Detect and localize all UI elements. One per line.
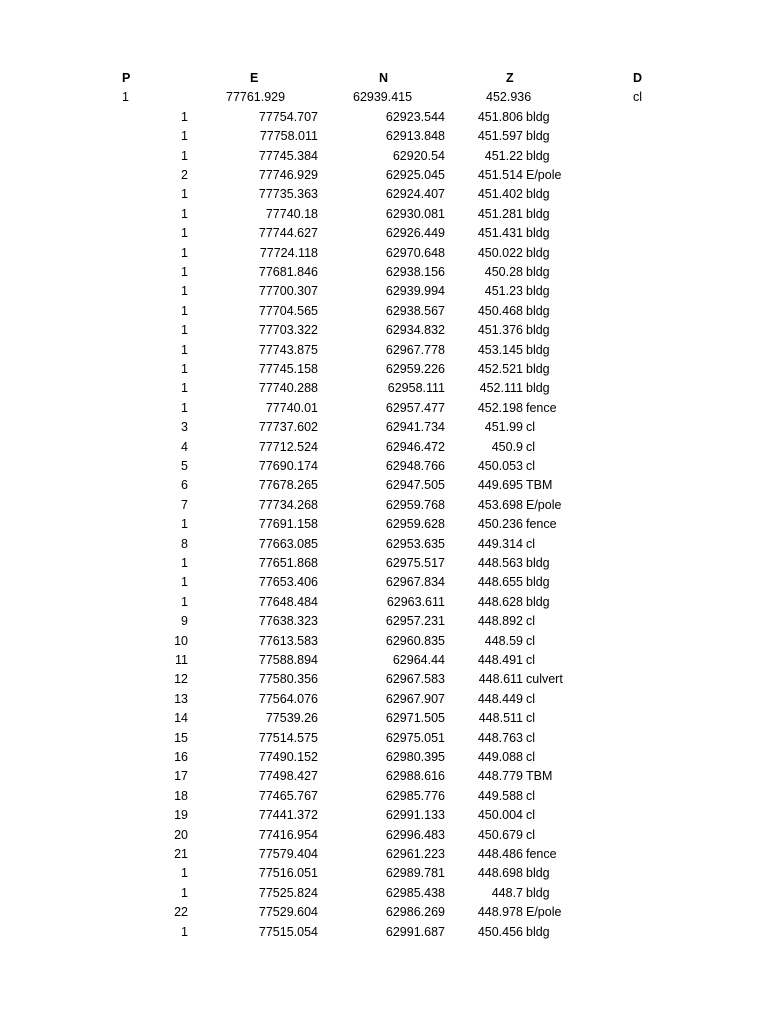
cell-z: 448.978 (477, 905, 523, 920)
cell-z: 448.655 (477, 575, 523, 590)
cell-z: 448.763 (477, 730, 523, 745)
cell-e: 77490.152 (258, 750, 318, 764)
cell-e: 77564.076 (258, 691, 318, 706)
cell-n: 62913.848 (385, 129, 445, 144)
cell-p: 1 (181, 381, 188, 396)
cell-e: 77663.085 (258, 536, 318, 551)
cell-p: 12 (174, 672, 188, 687)
header-e: E (250, 71, 259, 85)
cell-p: 22 (174, 905, 188, 920)
cell-z: 448.563 (477, 556, 523, 570)
cell-p: 1 (181, 148, 188, 163)
cell-d: E/pole (526, 168, 562, 182)
cell-d: cl (526, 691, 536, 706)
table-row (0, 884, 768, 903)
cell-d: cl (526, 750, 536, 764)
cell-d: cl (526, 439, 536, 454)
cell-d: bldg (526, 206, 550, 221)
cell-n: 62957.231 (385, 614, 445, 629)
cell-n: 62948.766 (385, 459, 445, 473)
cell-d: E/pole (526, 905, 562, 920)
cell-p: 7 (181, 497, 188, 512)
cell-z: 451.431 (477, 226, 523, 241)
table-row (0, 108, 768, 127)
cell-n: 62989.781 (385, 866, 445, 881)
cell-e: 77744.627 (258, 226, 318, 241)
cell-n: 62947.505 (385, 478, 445, 493)
cell-n: 62988.616 (385, 769, 445, 784)
cell-p: 8 (181, 536, 188, 551)
cell-d: bldg (526, 381, 550, 396)
cell-z: 451.806 (477, 109, 523, 124)
cell-z: 451.597 (477, 129, 523, 144)
first-data-row (0, 88, 768, 107)
cell-p: 1 (181, 885, 188, 900)
cell-n: 62925.045 (385, 168, 445, 182)
cell-e: 77465.767 (258, 788, 318, 803)
table-row (0, 864, 768, 883)
cell-p: 1 (181, 187, 188, 202)
cell-e: 77737.602 (258, 420, 318, 435)
cell-e: 77740.288 (258, 381, 318, 396)
cell-p: 1 (181, 323, 188, 338)
cell-n: 62963.611 (386, 594, 445, 609)
cell-d: bldg (526, 187, 550, 202)
cell-d: bldg (526, 109, 550, 124)
cell-p: 3 (181, 420, 188, 435)
cell-p: 16 (174, 750, 188, 764)
cell-p: 15 (174, 730, 188, 745)
cell-z: 451.22 (484, 148, 523, 163)
cell-z: 448.7 (491, 885, 523, 900)
cell-p: 1 (181, 556, 188, 570)
table-row (0, 806, 768, 825)
cell-p: 10 (174, 633, 188, 648)
cell-d: cl (526, 653, 536, 667)
table-row (0, 282, 768, 301)
cell-e: 77416.954 (258, 827, 318, 842)
cell-e: 77754.707 (258, 109, 318, 124)
cell-e: 77580.356 (258, 672, 318, 687)
table-row (0, 224, 768, 243)
cell-n: 62938.156 (385, 265, 445, 279)
cell-p: 1 (181, 924, 188, 939)
cell-p: 17 (174, 769, 188, 784)
cell-n: 62991.133 (385, 808, 445, 823)
cell-z: 450.456 (477, 924, 523, 939)
table-row (0, 418, 768, 437)
cell-n: 62967.583 (385, 672, 445, 687)
cell-p: 1 (181, 109, 188, 124)
cell-p: 1 (181, 342, 188, 357)
table-row (0, 127, 768, 146)
cell-e: 77588.894 (258, 653, 318, 667)
cell-n: 62926.449 (385, 226, 445, 241)
cell-z: 448.449 (477, 691, 523, 706)
cell-e: 77525.824 (258, 885, 318, 900)
table-row (0, 670, 768, 689)
table-row (0, 399, 768, 418)
table-row (0, 767, 768, 786)
cell-d: bldg (526, 924, 550, 939)
cell-p: 18 (174, 788, 188, 803)
cell-z: 453.145 (477, 342, 523, 357)
cell-z: 450.022 (477, 245, 523, 260)
table-row (0, 632, 768, 651)
cell-p: 1 (181, 866, 188, 881)
cell-z: 450.468 (477, 303, 523, 318)
cell-n: 62967.834 (385, 575, 445, 590)
cell-n: 62946.472 (385, 439, 445, 454)
table-row (0, 379, 768, 398)
cell-d: E/pole (526, 497, 562, 512)
cell-d: bldg (526, 245, 550, 260)
cell-d: bldg (526, 866, 550, 881)
cell-e: 77515.054 (258, 924, 318, 939)
cell-z: 451.99 (484, 420, 523, 435)
cell-n: 62996.483 (385, 827, 445, 842)
cell-e: 77724.118 (259, 245, 318, 260)
cell-e: 77758.011 (259, 129, 318, 144)
cell-z: 448.491 (477, 653, 523, 667)
cell-p: 1 (181, 226, 188, 241)
cell-z: 451.23 (484, 284, 523, 299)
cell-e: 77745.158 (258, 362, 318, 376)
cell-z: 449.088 (477, 750, 523, 764)
cell-p: 13 (174, 691, 188, 706)
table-row (0, 826, 768, 845)
cell-n: 62939.994 (385, 284, 445, 299)
cell-d: bldg (526, 575, 550, 590)
table-row (0, 302, 768, 321)
cell-p: 1 (181, 575, 188, 590)
cell-z: 448.511 (478, 711, 523, 726)
cell-z: 449.588 (477, 788, 523, 803)
cell-n: 62991.687 (385, 924, 445, 939)
cell-d: bldg (526, 556, 550, 570)
cell-d: culvert (526, 672, 563, 687)
cell-e: 77700.307 (258, 284, 318, 299)
table-row (0, 709, 768, 728)
cell-e: 77740.01 (265, 400, 318, 415)
cell-e: 77734.268 (258, 497, 318, 512)
cell-p: 1 (181, 303, 188, 318)
cell-e: 77441.372 (258, 808, 318, 823)
cell-p: 1 (122, 90, 129, 105)
cell-d: fence (526, 517, 557, 532)
cell-e: 77712.524 (258, 439, 318, 454)
cell-z: 451.281 (477, 206, 523, 221)
table-row (0, 535, 768, 554)
cell-z: 450.053 (477, 459, 523, 473)
cell-e: 77529.604 (258, 905, 318, 920)
cell-d: bldg (526, 362, 550, 376)
cell-p: 9 (181, 614, 188, 629)
table-row (0, 244, 768, 263)
cell-p: 6 (181, 478, 188, 493)
cell-z: 452.198 (477, 400, 523, 415)
cell-d: bldg (526, 342, 550, 357)
cell-z: 450.236 (477, 517, 523, 532)
table-row (0, 341, 768, 360)
cell-z: 450.679 (477, 827, 523, 842)
cell-e: 77613.583 (258, 633, 318, 648)
cell-n: 62920.54 (392, 148, 445, 163)
cell-n: 62975.517 (385, 556, 445, 570)
cell-e: 77740.18 (265, 206, 318, 221)
table-row (0, 729, 768, 748)
cell-n: 62957.477 (385, 400, 445, 415)
cell-n: 62959.628 (385, 517, 445, 532)
cell-p: 4 (181, 439, 188, 454)
cell-p: 1 (181, 284, 188, 299)
cell-z: 450.004 (477, 808, 523, 823)
cell-z: 452.111 (479, 381, 523, 396)
cell-e: 77743.875 (258, 342, 318, 357)
cell-p: 1 (181, 265, 188, 279)
cell-e: 77681.846 (258, 265, 318, 279)
cell-n: 62938.567 (385, 303, 445, 318)
cell-d: cl (526, 633, 536, 648)
cell-d: bldg (526, 323, 550, 338)
cell-e: 77514.575 (258, 730, 318, 745)
cell-d: cl (526, 827, 536, 842)
cell-n: 62980.395 (385, 750, 445, 764)
cell-d: bldg (526, 226, 550, 241)
cell-n: 62953.635 (385, 536, 445, 551)
cell-n: 62970.648 (385, 245, 445, 260)
cell-d: bldg (526, 284, 550, 299)
cell-n: 62923.544 (385, 109, 445, 124)
table-row (0, 205, 768, 224)
table-row (0, 593, 768, 612)
cell-e: 77703.322 (258, 323, 318, 338)
table-row (0, 438, 768, 457)
cell-e: 77745.384 (258, 148, 318, 163)
table-row (0, 321, 768, 340)
header-row (0, 69, 768, 88)
table-row (0, 496, 768, 515)
cell-z: 451.402 (477, 187, 523, 202)
cell-z: 448.59 (484, 633, 523, 648)
table-row (0, 903, 768, 922)
cell-e: 77704.565 (258, 303, 318, 318)
cell-n: 62934.832 (385, 323, 445, 338)
cell-z: 452.936 (486, 90, 532, 105)
cell-d: bldg (526, 265, 550, 279)
cell-d: cl (526, 536, 536, 551)
cell-z: 451.376 (477, 323, 523, 338)
header-n: N (379, 71, 389, 85)
table-row (0, 147, 768, 166)
table-row (0, 457, 768, 476)
cell-p: 1 (181, 517, 188, 532)
cell-n: 62985.438 (385, 885, 445, 900)
cell-e: 77735.363 (258, 187, 318, 202)
header-p: P (122, 71, 131, 85)
cell-e: 77761.929 (226, 90, 286, 105)
table-row (0, 690, 768, 709)
header-d: D (633, 71, 643, 85)
cell-p: 19 (174, 808, 188, 823)
cell-e: 77690.174 (258, 459, 318, 473)
cell-z: 448.611 (478, 672, 523, 687)
cell-z: 453.698 (477, 497, 523, 512)
cell-p: 14 (174, 711, 188, 726)
table-row (0, 185, 768, 204)
cell-d: TBM (526, 478, 553, 493)
cell-p: 1 (181, 400, 188, 415)
cell-e: 77678.265 (258, 478, 318, 493)
table-row (0, 651, 768, 670)
cell-d: cl (633, 90, 643, 105)
cell-p: 11 (175, 653, 188, 667)
cell-z: 448.486 (477, 847, 523, 861)
cell-e: 77746.929 (258, 168, 318, 182)
table-row (0, 923, 768, 942)
cell-d: cl (526, 808, 536, 823)
cell-n: 62967.907 (385, 691, 445, 706)
cell-z: 448.698 (477, 866, 523, 881)
header-z: Z (506, 71, 514, 85)
cell-z: 450.9 (491, 439, 523, 454)
cell-n: 62961.223 (385, 847, 445, 861)
cell-z: 448.779 (477, 769, 523, 784)
table-row (0, 787, 768, 806)
cell-z: 450.28 (484, 265, 523, 279)
table-row (0, 360, 768, 379)
cell-p: 1 (181, 362, 188, 376)
cell-n: 62958.111 (387, 381, 445, 396)
cell-d: cl (526, 788, 536, 803)
cell-p: 5 (181, 459, 188, 473)
cell-e: 77498.427 (258, 769, 318, 784)
cell-d: bldg (526, 303, 550, 318)
cell-p: 20 (174, 827, 188, 842)
cell-e: 77539.26 (265, 711, 318, 726)
cell-e: 77691.158 (258, 517, 318, 532)
table-row (0, 748, 768, 767)
cell-n: 62975.051 (385, 730, 445, 745)
cell-d: bldg (526, 885, 550, 900)
cell-e: 77638.323 (258, 614, 318, 629)
cell-d: cl (526, 711, 536, 726)
cell-d: cl (526, 459, 536, 473)
cell-d: cl (526, 614, 536, 629)
cell-p: 1 (181, 245, 188, 260)
cell-d: fence (526, 400, 557, 415)
cell-n: 62924.407 (385, 187, 445, 202)
cell-p: 2 (181, 168, 188, 182)
table-row (0, 476, 768, 495)
cell-n: 62941.734 (385, 420, 445, 435)
cell-n: 62964.44 (392, 653, 445, 667)
cell-z: 449.314 (477, 536, 523, 551)
cell-z: 448.628 (477, 594, 523, 609)
cell-n: 62959.768 (385, 497, 445, 512)
cell-z: 451.514 (477, 168, 523, 182)
cell-e: 77516.051 (258, 866, 318, 881)
cell-n: 62971.505 (385, 711, 445, 726)
table-row (0, 845, 768, 864)
cell-p: 1 (181, 129, 188, 144)
cell-n: 62960.835 (385, 633, 445, 648)
cell-e: 77653.406 (258, 575, 318, 590)
cell-e: 77579.404 (258, 847, 318, 861)
table-row (0, 573, 768, 592)
cell-n: 62967.778 (385, 342, 445, 357)
cell-z: 452.521 (477, 362, 523, 376)
table-row (0, 515, 768, 534)
cell-d: cl (526, 730, 536, 745)
table-row (0, 166, 768, 185)
cell-p: 1 (181, 206, 188, 221)
cell-d: bldg (526, 594, 550, 609)
table-row (0, 612, 768, 631)
cell-e: 77648.484 (258, 594, 318, 609)
cell-d: fence (526, 847, 557, 861)
cell-p: 1 (181, 594, 188, 609)
cell-d: bldg (526, 129, 550, 144)
cell-n: 62939.415 (353, 90, 413, 105)
cell-z: 448.892 (477, 614, 523, 629)
cell-d: TBM (526, 769, 553, 784)
cell-n: 62985.776 (385, 788, 445, 803)
cell-n: 62986.269 (385, 905, 445, 920)
cell-z: 449.695 (477, 478, 523, 493)
table-row (0, 263, 768, 282)
cell-n: 62959.226 (385, 362, 445, 376)
cell-n: 62930.081 (385, 206, 445, 221)
cell-d: cl (526, 420, 536, 435)
cell-d: bldg (526, 148, 550, 163)
cell-e: 77651.868 (258, 556, 318, 570)
table-row (0, 554, 768, 573)
cell-p: 21 (174, 847, 188, 861)
